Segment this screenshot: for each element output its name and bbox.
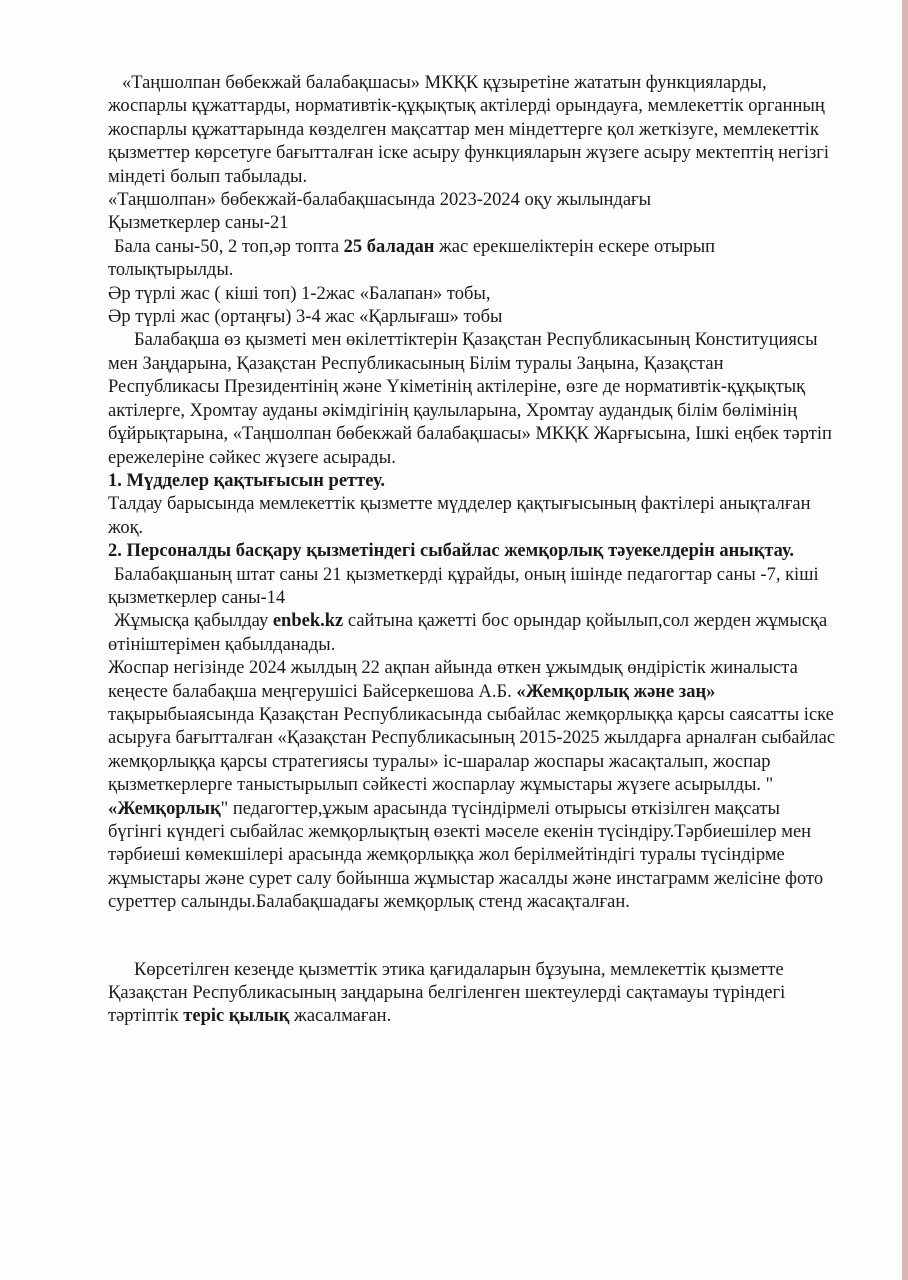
academic-year-line: «Таңшолпан» бөбекжай-балабақшасында 2023-2024 оқу жылындағы xyxy=(108,190,652,211)
document-page xyxy=(108,72,838,1029)
section-1-heading: 1. Мүдделер қақтығысын реттеу. xyxy=(108,470,385,491)
children-count-paragraph: Бала саны-50, 2 топ,әр топта 25 баладан жас ерекшеліктерін ескере отырып толықтырылды. xyxy=(108,236,716,281)
group-karlygash-line: Әр түрлі жас (ортаңғы) 3-4 жас «Қарлығаш» тобы xyxy=(108,307,503,328)
intro-paragraph: «Таңшолпан бөбекжай балабақшасы» МКҚК құзыретіне жататын функцияларды, жоспарлы құжаттарды, нормативтік-құқықтық актілерді орындауға, мемлекеттік органның жоспарлы құжаттарында көзделген мақсаттар мен міндеттерге қол жеткізуге, мемлекеттік қызметтер көрсетуге бағытталған іске асыру функцияларын жүзеге асыру мектептің негізгі міндеті болып табылады. xyxy=(108,73,830,187)
staff-count-line: Қызметкерлер саны-21 xyxy=(108,213,289,234)
hiring-paragraph: Жұмысқа қабылдау enbek.kz сайтына қажетті бос орындар қойылып,сол жерден жұмысқа өтініштерімен қабылданады. xyxy=(108,611,828,655)
group-balapan-line: Әр түрлі жас ( кіші топ) 1-2жас «Балапан» тобы, xyxy=(108,283,491,304)
section-1-paragraph: Талдау барысында мемлекеттік қызметте мүдделер қақтығысының фактілері анықталған жоқ. xyxy=(108,494,811,538)
staffing-paragraph: Балабақшаның штат саны 21 қызметкерді құрайды, оның ішінде педагогтар саны -7, кіші қызметкерлер саны-14 xyxy=(108,564,819,608)
legal-basis-paragraph: Балабақша өз қызметі мен өкілеттіктерін Қазақстан Республикасының Конституциясы мен Заңдарына, Қазақстан Республикасының Білім туралы Заңына, Қазақстан Республикасы Президентінің және Үкіметінің актілеріне, өзге де нормативтік-құқықтық актілерге, Хромтау ауданы әкімдігінің қаулыларына, Хромтау аудандық білім бөлімінің бұйрықтарына, «Таңшолпан бөбекжай балабақшасы» МКҚК Жарғысына, Ішкі еңбек тәртіп ережелеріне сәйкес жүзеге асырады. xyxy=(108,330,832,468)
paragraph-gap xyxy=(108,915,838,959)
explanation-paragraph: «Жемқорлық" педагогтер,ұжым арасында түсіндірмелі отырысы өткізілген мақсаты бүгінгі күндегі сыбайлас жемқорлықтың өзекті мәселе екенін түсіндіру.Тәрбиешілер мен тәрбиеші көмекшілері арасында жемқорлыққа жол берілмейтіндігі туралы түсіндірме жұмыстары және сурет салу бойынша жұмыстар жасалды және инстаграмм желісіне фото суреттер салынды.Балабақшадағы жемқорлық стенд жасақталған. xyxy=(108,798,824,913)
section-2-heading: 2. Персоналды басқару қызметіндегі сыбайлас жемқорлық тәуекелдерін анықтау. xyxy=(108,541,795,562)
conclusion-paragraph: Көрсетілген кезеңде қызметтік этика қағидаларын бұзуына, мемлекеттік қызметте Қазақстан Республикасының заңдарына белгіленген шектеулерді сақтамауы түріндегі тәртіптік теріс қылық жасалмаған. xyxy=(108,959,786,1027)
plan-paragraph: Жоспар негізінде 2024 жылдың 22 ақпан айында өткен ұжымдық өндірістік жиналыста кеңесте балабақша меңгерушісі Байсеркешова А.Б. «Жемқорлық және заң» тақырыбыаясында Қазақстан Республикасында сыбайлас жемқорлыққа қарсы саясатты іске асыруға бағытталған «Қазақстан Республикасының 2015-2025 жылдарға арналған сыбайлас жемқорлыққа қарсы стратегиясы туралы» іс-шаралар жоспары жасақталып, жоспар қызметкерлерге таныстырылып сәйкесті жоспарлау жұмыстары жүзеге асырылды. " xyxy=(108,658,836,796)
page-edge xyxy=(902,0,908,1280)
